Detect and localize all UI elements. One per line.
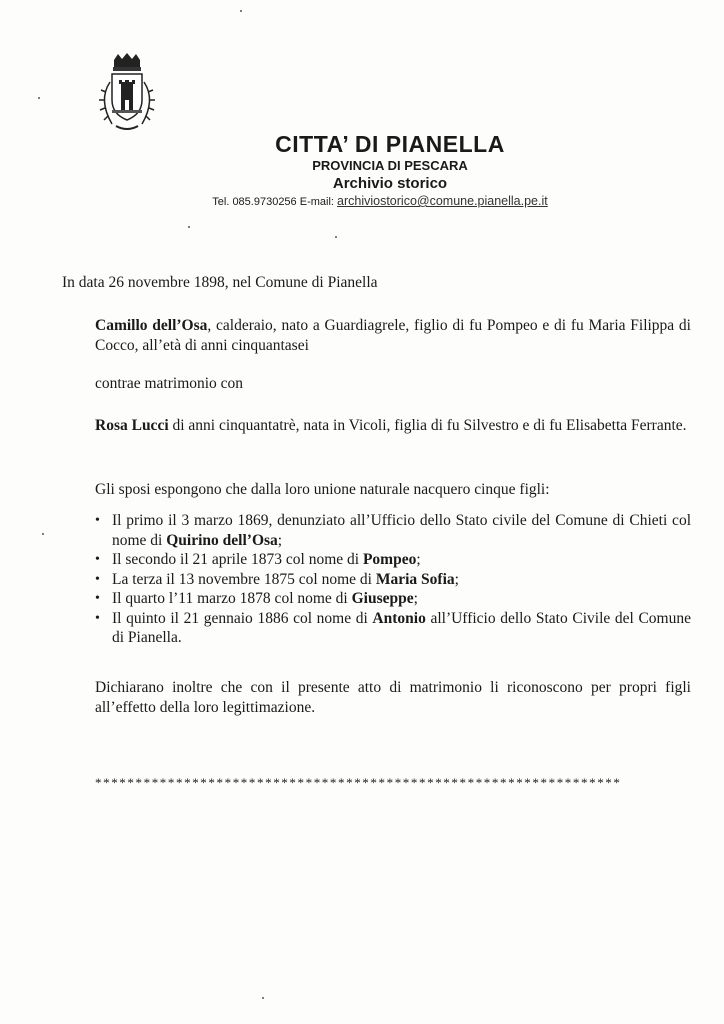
children-list	[95, 511, 691, 648]
contact-phone: Tel. 085.9730256 E-mail:	[212, 196, 338, 208]
list-item: • Il primo il 3 marzo 1869, denunziato all’Ufficio dello Stato civile del Comune di Chieti col nome di Quirino dell’Osa;	[95, 511, 691, 550]
document-header	[160, 131, 580, 210]
groom-paragraph	[95, 316, 691, 356]
bride-paragraph	[95, 416, 691, 436]
intro-paragraph: In data 26 novembre 1898, nel Comune di Pianella	[62, 274, 378, 291]
province-subtitle: PROVINCIA DI PESCARA	[312, 158, 468, 173]
separator-line: *****************************************************************	[95, 775, 622, 790]
scan-speck	[42, 533, 44, 535]
city-title: CITTA’ DI PIANELLA	[275, 131, 505, 157]
list-item: • Il quarto l’11 marzo 1878 col nome di Giuseppe;	[95, 589, 691, 609]
groom-details: , calderaio, nato a Guardiagrele, figlio di fu Pompeo e di fu Maria Filippa di Cocco, all’età di anni cinquantasei	[95, 317, 691, 354]
contract-line: contrae matrimonio con	[95, 375, 244, 392]
list-item: • Il quinto il 21 gennaio 1886 col nome di Antonio all’Ufficio dello Stato Civile del Comune di Pianella.	[95, 609, 691, 648]
bride-name: Rosa Lucci	[95, 417, 169, 434]
contact-line	[180, 193, 580, 210]
scan-speck	[262, 997, 264, 999]
groom-name: Camillo dell’Osa	[95, 317, 208, 334]
archive-subtitle: Archivio storico	[332, 175, 448, 192]
scan-speck	[335, 236, 337, 238]
bride-details: di anni cinquantatrè, nata in Vicoli, figlia di fu Silvestro e di fu Elisabetta Ferrante.	[168, 417, 687, 434]
email-link[interactable]: archiviostorico@comune.pianella.pe.it	[337, 194, 548, 208]
scan-speck	[188, 226, 190, 228]
scan-speck	[240, 10, 242, 12]
municipal-crest-icon	[92, 52, 162, 152]
list-item: • Il secondo il 21 aprile 1873 col nome di Pompeo;	[95, 550, 691, 570]
scan-speck	[38, 97, 40, 99]
list-item: • La terza il 13 novembre 1875 col nome di Maria Sofia;	[95, 570, 691, 590]
children-list-container	[95, 511, 691, 648]
children-intro: Gli sposi espongono che dalla loro unione naturale nacquero cinque figli:	[95, 481, 550, 498]
closing-paragraph: Dichiarano inoltre che con il presente atto di matrimonio li riconoscono per propri figli all’effetto della loro legittimazione.	[95, 679, 691, 716]
